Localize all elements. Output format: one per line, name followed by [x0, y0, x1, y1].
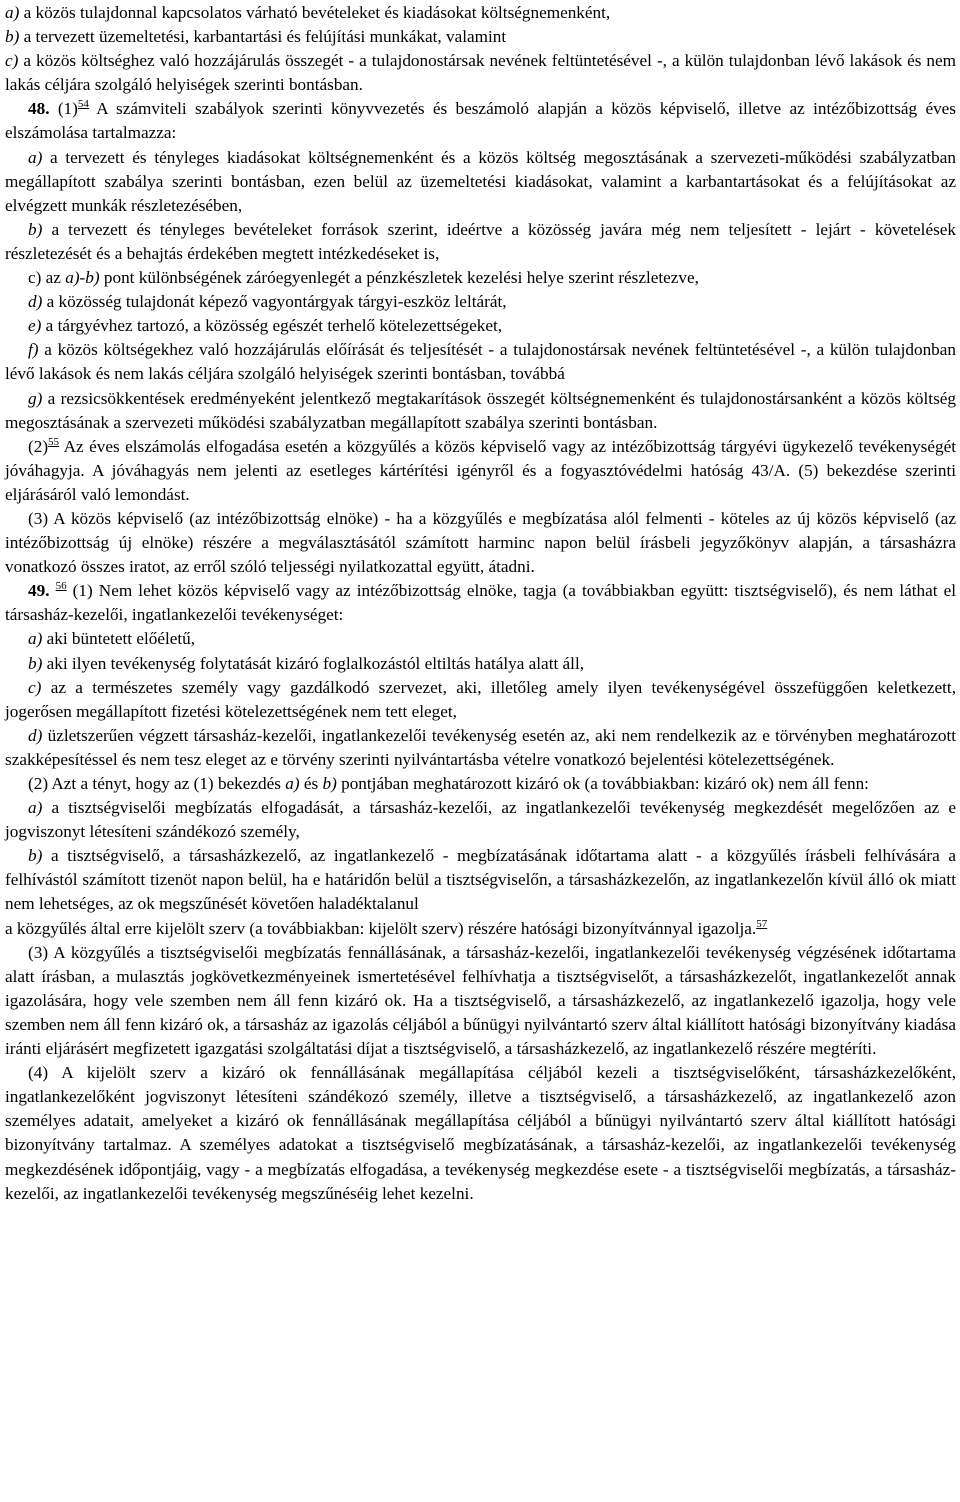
footnote-link[interactable]: 56	[55, 580, 67, 593]
paragraph-text: (4) A kijelölt szerv a kizáró ok fennállásának megállapítása céljából kezeli a tisztségviselőként, társasházkezelőként, ingatlankezelőként jogviszonyt létesíteni szándékozó személy, illetve a tisztségviselő, a társasházkezelő, az ingatlankezelő azon személyes adatait, amelyeket a kizáró ok fennállásának megállapítása céljából a bűnügyi nyilvántartó szerv által kiállított hatósági bizonyítvány tartalmaz. A személyes adatokat a tisztségviselő megbízatásának, a társasház-kezelői, az ingatlankezelői tevékenység megkezdésének időpontjáig, vagy - a megbízatás elfogadása, a tevékenység megkezdése esete - a tisztségviselői megbízatás, a társasház-kezelői, az ingatlankezelői tevékenység megszűnéséig lehet kezelni.	[5, 1063, 956, 1203]
point-reference: a)	[285, 774, 300, 793]
paragraph-48-f	[5, 338, 956, 386]
point-label: b)	[5, 27, 20, 47]
point-label: c)	[28, 677, 42, 697]
point-label: g)	[28, 388, 43, 408]
section-number: 48.	[28, 99, 50, 119]
paragraph-text: pont különbségének záróegyenlegét a pénzkészletek kezelési helye szerint részletezve,	[99, 268, 699, 288]
paragraph-48-2	[5, 435, 956, 507]
paragraph-text: a tisztségviselői megbízatás elfogadását, a társasház-kezelői, az ingatlankezelői tevékenység megkezdését megelőzően az e jogviszonyt létesíteni szándékozó személy,	[5, 798, 956, 842]
paragraph-text: az a természetes személy vagy gazdálkodó szervezet, aki, illetőleg amely ilyen tevékenységével összefüggően keletkezett, jogerősen megállapított fizetési kötelezettségének nem tett eleget,	[5, 677, 956, 721]
paragraph-text: a tárgyévhez tartozó, a közösség egészét terhelő kötelezettségeket,	[41, 316, 503, 336]
point-label: d)	[28, 725, 43, 745]
paragraph-text: a közgyűlés által erre kijelölt szerv (a továbbiakban: kijelölt szerv) részére hatósági bizonyítvánnyal igazolja.	[5, 918, 757, 938]
point-label: a)	[28, 629, 43, 649]
footnote-link[interactable]: 55	[48, 435, 60, 448]
paragraph-number: (1)	[57, 99, 78, 119]
point-prefix: c) az	[28, 268, 66, 288]
paragraph-48-d	[5, 290, 956, 314]
paragraph-48-e	[5, 314, 956, 338]
paragraph-49-2	[5, 772, 956, 796]
point-label: f)	[28, 340, 39, 360]
point-label: a)	[28, 798, 43, 818]
paragraph-49-2-closing	[5, 917, 956, 941]
paragraph-text: üzletszerűen végzett társasház-kezelői, ingatlankezelői tevékenység esetén az, aki nem rendelkezik az e törvényben meghatározott szakképesítéssel és nem tesz eleget az e törvény szerinti nyilvántartásba vételre vonatkozó bejelentési kötelezettségének.	[5, 725, 956, 769]
paragraph-text: a tisztségviselő, a társasházkezelő, az ingatlankezelő - megbízatásának időtartama alatt - a közgyűlés írásbeli felhívására a felhívástól számított tizenöt napon belül, ha e határidőn belül a tisztségviselőn, a társasházkezelőn, az ingatlankezelőn kívül álló ok miatt nem lehetséges, az ok megszűnését követően haladéktalanul	[5, 846, 956, 914]
point-label: b)	[28, 846, 43, 866]
paragraph-text: (2) Azt a tényt, hogy az (1) bekezdés	[28, 774, 286, 793]
point-label: a)	[5, 3, 20, 22]
point-reference: a)-b)	[65, 268, 100, 288]
footnote-link[interactable]: 57	[756, 917, 768, 930]
paragraph-text: pontjában meghatározott kizáró ok (a továbbiakban: kizáró ok) nem áll fenn:	[336, 774, 869, 793]
paragraph-48-a	[5, 146, 956, 218]
paragraph-text: aki ilyen tevékenység folytatását kizáró foglalkozástól eltiltás hatálya alatt áll,	[42, 653, 585, 673]
paragraph-text: (1) Nem lehet közös képviselő vagy az intézőbizottság elnöke, tagja (a továbbiakban együtt: tisztségviselő), és nem láthat el társasház-kezelői, ingatlankezelői tevékenységet:	[5, 581, 956, 625]
point-label: c)	[5, 51, 19, 71]
point-label: b)	[28, 219, 43, 239]
paragraph-49-a	[5, 627, 956, 651]
paragraph-text: a tervezett és tényleges bevételeket források szerint, ideértve a közösség javára még nem teljesített - lejárt - követelések részletezését és a behajtás érdekében megtett intézkedéseket is,	[5, 219, 956, 263]
section-48-intro	[5, 97, 956, 145]
paragraph-text: a közös költségekhez való hozzájárulás előírását és teljesítését - a tulajdonostársak nevének feltüntetésével -, a külön tulajdonban lévő lakások és nem lakás céljára szolgáló helyiségek szerinti bontásban, továbbá	[5, 340, 956, 384]
paragraph-49-4	[5, 1061, 956, 1206]
point-label: d)	[28, 292, 43, 312]
paragraph-text: a rezsicsökkentések eredményeként jelentkező megtakarítások összegét költségnemenként és tulajdonostársanként a közös költség megosztásának a szervezeti működési szabályzatban megállapított szabálya szerinti bontásban.	[5, 388, 956, 432]
paragraph-49-c	[5, 676, 956, 724]
paragraph-48-3	[5, 507, 956, 579]
paragraph-number: (2)	[28, 436, 49, 456]
paragraph-48-g	[5, 387, 956, 435]
paragraph-text: és	[299, 774, 323, 793]
paragraph-text: a közös tulajdonnal kapcsolatos várható bevételeket és kiadásokat költségnemenként,	[19, 3, 611, 22]
point-label: a)	[28, 147, 43, 167]
paragraph-annual-plan-c	[5, 49, 956, 97]
point-label: e)	[28, 316, 42, 336]
footnote-link[interactable]: 54	[77, 98, 89, 111]
paragraph-text: a közösség tulajdonát képező vagyontárgyak tárgyi-eszköz leltárát,	[42, 292, 507, 312]
section-49-intro	[5, 579, 956, 627]
paragraph-annual-plan-a	[5, 1, 956, 25]
paragraph-49-b	[5, 652, 956, 676]
paragraph-text: a tervezett és tényleges kiadásokat költségnemenként és a közös költség megosztásának a szervezeti-működési szabályzatban megállapított szabálya szerinti bontásban, ezen belül az üzemeltetési kiadásokat, valamint a karbantartásokat és a felújításokat az elvégzett munkák részletezésében,	[5, 147, 956, 215]
paragraph-text: a közös költséghez való hozzájárulás összegét - a tulajdonostársak nevének feltüntetésével -, a külön tulajdonban lévő lakások és nem lakás céljára szolgáló helyiségek szerinti bontásban.	[5, 51, 956, 95]
paragraph-49-2-a	[5, 796, 956, 844]
paragraph-text: (3) A közgyűlés a tisztségviselői megbízatás fennállásának, a társasház-kezelői, ingatlankezelői tevékenység végzésének időtartama alatt írásban, a mulasztás jogkövetkezményeinek ismertetésével felhívhatja a tisztségviselőt, a társasházkezelőt, ingatlankezelőt annak igazolására, hogy vele szemben nem áll fenn kizáró ok. Ha a tisztségviselő, a társasházkezelő, az ingatlankezelő igazolja, hogy vele szemben nem áll fenn kizáró ok, a társasház az igazolás céljából a bűnügyi nyilvántartó szerv által kiállított hatósági bizonyítvány kiadása iránti eljárásért megfizetett igazgatási szolgáltatási díjat a tisztségviselő, a társasházkezelő, az ingatlankezelő részére megtéríti.	[5, 942, 956, 1059]
paragraph-48-b	[5, 218, 956, 266]
paragraph-48-c	[5, 266, 956, 290]
section-number: 49.	[28, 581, 50, 601]
paragraph-annual-plan-b	[5, 25, 956, 49]
paragraph-text: (3) A közös képviselő (az intézőbizottság elnöke) - ha a közgyűlés e megbízatása alól felmenti - köteles az új közös képviselő (az intézőbizottság új elnöke) részére a megválasztásától számított harminc napon belül írásbeli jegyzőkönyv alapján, a társasházra vonatkozó összes iratot, az erről szóló teljességi nyilatkozattal együtt, átadni.	[5, 508, 956, 577]
paragraph-text: aki büntetett előéletű,	[42, 629, 196, 649]
paragraph-text: A számviteli szabályok szerinti könyvvezetés és beszámoló alapján a közös képviselő, illetve az intézőbizottság éves elszámolása tartalmazza:	[5, 99, 956, 143]
paragraph-text: a tervezett üzemeltetési, karbantartási és felújítási munkákat, valamint	[19, 27, 507, 47]
point-label: b)	[28, 653, 43, 673]
paragraph-49-3	[5, 941, 956, 1061]
paragraph-text: Az éves elszámolás elfogadása esetén a közgyűlés a közös képviselő vagy az intézőbizottság tárgyévi ügykezelő tevékenységét jóváhagyja. A jóváhagyás nem jelenti az esetleges kártérítési igényről és a fogyasztóvédelmi hatóság 43/A. (5) bekezdése szerinti eljárásáról való lemondást.	[5, 436, 956, 504]
paragraph-49-2-b	[5, 844, 956, 916]
paragraph-49-d	[5, 724, 956, 772]
point-reference: b)	[322, 774, 337, 793]
